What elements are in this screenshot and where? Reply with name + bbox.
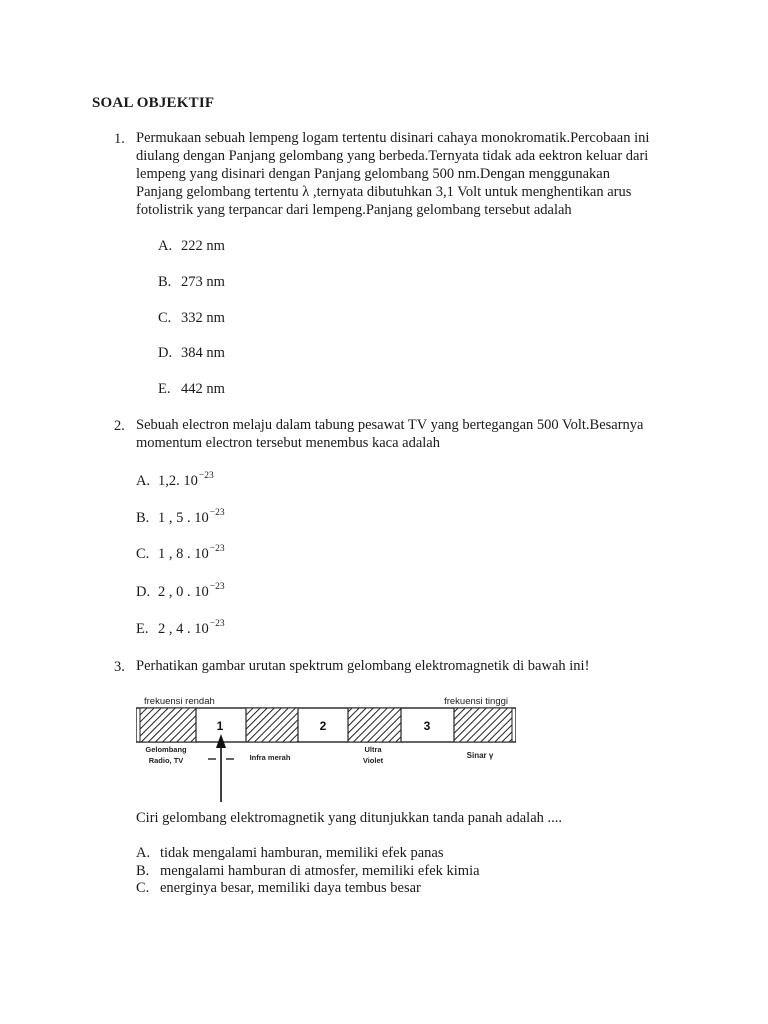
band-ultraviolet (348, 708, 401, 742)
question-text-line: Panjang gelombang tertentu λ ,ternyata dibutuhkan 3,1 Volt untuk menghentikan arus (136, 184, 632, 200)
option-letter: B. (136, 510, 150, 526)
question-number: 2. (114, 418, 125, 434)
option-exponent: −23 (198, 471, 214, 481)
em-spectrum-diagram (136, 690, 516, 810)
question-text-line: lempeng yang disinari dengan Panjang gelombang 500 nm.Dengan menggunakan (136, 166, 610, 182)
option-letter: A. (136, 473, 151, 489)
option-text: 2 , 4 . 10 (158, 621, 209, 637)
band-label-ultraviolet: Violet (362, 756, 384, 765)
question-text-line: Perhatikan gambar urutan spektrum gelombang elektromagnetik di bawah ini! (136, 658, 590, 674)
option-letter: A. (136, 845, 151, 861)
option-letter: C. (136, 880, 150, 896)
question-prompt: Ciri gelombang elektromagnetik yang ditunjukkan tanda panah adalah .... (136, 810, 563, 826)
option-letter: D. (136, 584, 151, 600)
band-gamma (454, 708, 512, 742)
option-text: 273 nm (181, 274, 225, 290)
question-number: 1. (114, 131, 125, 147)
option-exponent: −23 (209, 508, 225, 518)
option-letter: E. (158, 381, 171, 397)
option-exponent: −23 (209, 619, 225, 629)
question-text-line: Sebuah electron melaju dalam tabung pesawat TV yang bertegangan 500 Volt.Besarnya (136, 417, 644, 433)
question-text-line: momentum electron tersebut menembus kaca adalah (136, 435, 440, 451)
band-label-gamma: Sinar γ (466, 751, 494, 760)
option-letter: C. (136, 546, 150, 562)
option-text: mengalami hamburan di atmosfer, memiliki efek kimia (160, 863, 480, 879)
option-text: 1 , 8 . 10 (158, 546, 209, 562)
band-label-radio: Gelombang (145, 745, 187, 754)
question-number: 3. (114, 659, 125, 675)
high-frequency-label: frekuensi tinggi (444, 696, 508, 707)
box-label-1: 1 (216, 719, 224, 733)
option-letter: B. (158, 274, 172, 290)
band-infrared (246, 708, 298, 742)
band-label-infrared: Infra merah (249, 753, 291, 762)
option-text: 384 nm (181, 345, 225, 361)
box-label-3: 3 (423, 719, 431, 733)
option-letter: D. (158, 345, 173, 361)
option-text: 442 nm (181, 381, 225, 397)
option-letter: A. (158, 238, 173, 254)
question-text-line: fotolistrik yang terpancar dari lempeng.Panjang gelombang tersebut adalah (136, 202, 572, 218)
question-text-line: Permukaan sebuah lempeng logam tertentu disinari cahaya monokromatik.Percobaan ini (136, 130, 650, 146)
option-letter: E. (136, 621, 149, 637)
question-text-line: diulang dengan Panjang gelombang yang berbeda.Ternyata tidak ada eektron keluar dari (136, 148, 649, 164)
band-label-ultraviolet: Ultra (364, 745, 382, 754)
option-text: 2 , 0 . 10 (158, 584, 209, 600)
option-text: energinya besar, memiliki daya tembus besar (160, 880, 421, 896)
option-text: 332 nm (181, 310, 225, 326)
band-radio-tv (140, 708, 196, 742)
option-exponent: −23 (209, 582, 225, 592)
option-text: tidak mengalami hamburan, memiliki efek panas (160, 845, 444, 861)
box-label-2: 2 (319, 719, 327, 733)
option-letter: B. (136, 863, 150, 879)
band-label-radio: Radio, TV (148, 756, 184, 765)
arrow-icon (208, 734, 234, 802)
option-text: 1 , 5 . 10 (158, 510, 209, 526)
option-text: 222 nm (181, 238, 225, 254)
option-letter: C. (158, 310, 172, 326)
page-title: SOAL OBJEKTIF (92, 95, 215, 111)
low-frequency-label: frekuensi rendah (144, 696, 215, 707)
option-exponent: −23 (209, 544, 225, 554)
option-text: 1,2. 10 (158, 473, 198, 489)
